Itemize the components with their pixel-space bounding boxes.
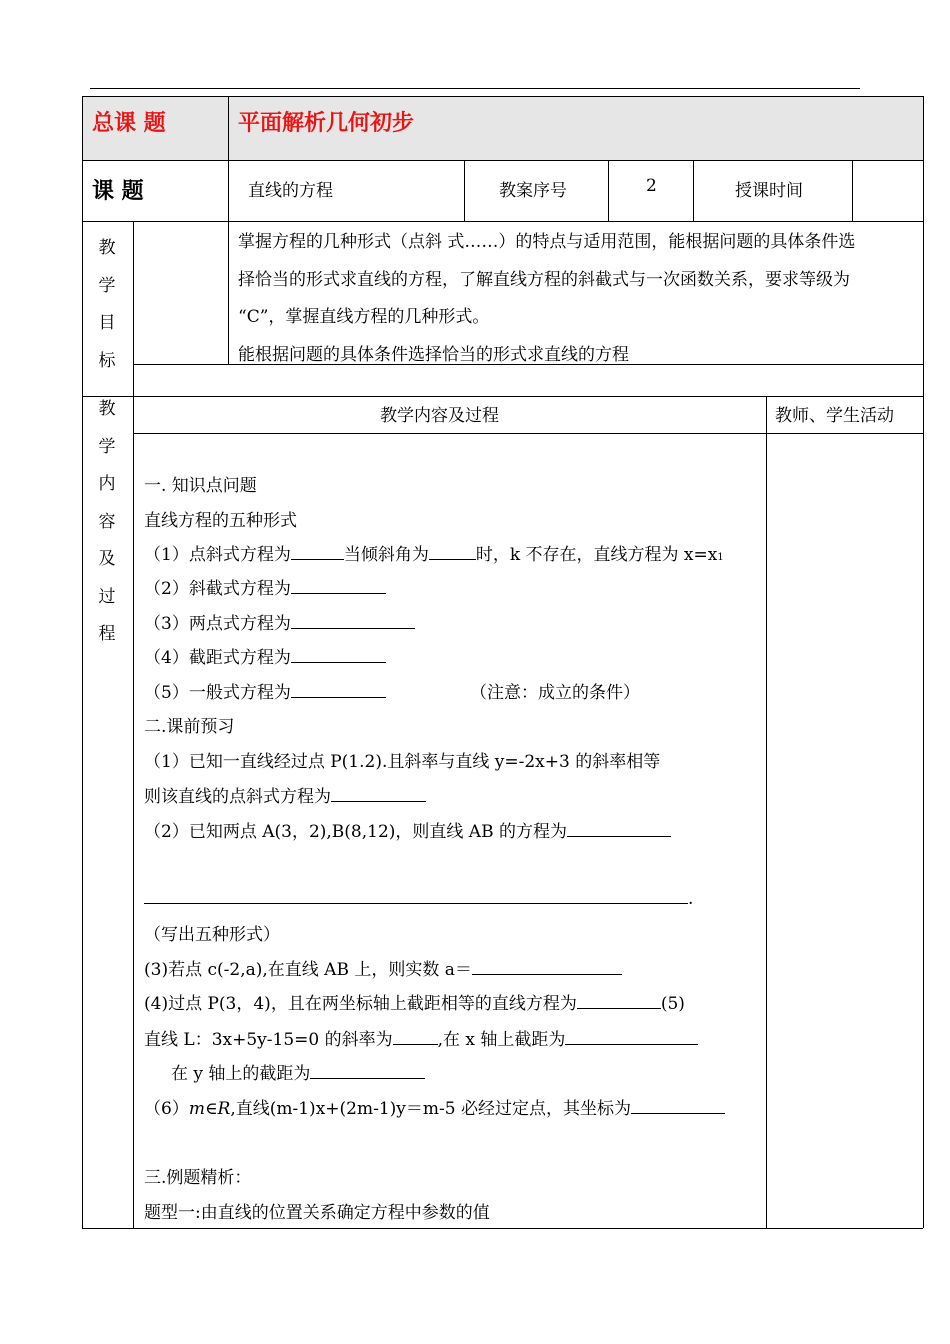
form-3-text: （3）两点式方程为	[144, 614, 291, 634]
form-line-2	[144, 574, 386, 599]
plan-number-value: 2	[646, 176, 657, 196]
process-label	[96, 391, 118, 654]
objectives-text	[238, 224, 855, 374]
table-border	[766, 396, 767, 1228]
form-1-text-b: 当倾斜角为	[343, 545, 429, 565]
objective-line: “C”，掌握直线方程的几种形式。	[238, 307, 490, 327]
header-rule	[90, 88, 860, 89]
preview-5-text-a: 直线 L：3x+5y-15=0 的斜率为	[144, 1030, 393, 1050]
table-border	[228, 96, 229, 364]
preview-3-text: (3)若点 c(-2,a),在直线 AB 上，则实数 a＝	[144, 960, 472, 980]
process-label-char: 过	[98, 586, 116, 607]
preview-1b-text: 则该直线的点斜式方程为	[144, 787, 331, 807]
process-label-char: 及	[98, 549, 116, 569]
title-row-background	[82, 96, 923, 160]
answer-blank	[291, 645, 386, 663]
answer-blank	[144, 886, 688, 904]
general-topic-value: 平面解析几何初步	[238, 110, 415, 136]
answer-blank	[429, 542, 476, 560]
objectives-label-char: 教	[98, 238, 116, 258]
table-border	[82, 1228, 923, 1229]
objective-line: 掌握方程的几种形式（点斜 式……）的特点与适用范围，能根据问题的具体条件选	[238, 232, 856, 252]
form-4-text: （4）截距式方程为	[144, 648, 291, 668]
preview-6-text-a: （6）m∈R	[144, 1099, 231, 1119]
answer-blank	[291, 576, 386, 594]
preview-6-text-b: ,直线(m-1)x+(2m-1)y＝m-5 必经过定点，其坐标为	[230, 1099, 631, 1119]
general-topic-label: 总课 题	[92, 110, 166, 136]
objectives-label-char: 学	[98, 275, 116, 296]
table-border	[82, 160, 923, 161]
section2-title: 二.课前预习	[144, 717, 235, 737]
preview-2	[144, 817, 671, 842]
answer-blank	[577, 991, 661, 1009]
answer-blank	[567, 819, 671, 837]
answer-blank	[331, 784, 426, 802]
preview-1b	[144, 782, 426, 807]
form-2-text: （2）斜截式方程为	[144, 579, 291, 599]
objectives-label	[96, 230, 118, 380]
section1-subtitle: 直线方程的五种形式	[144, 511, 297, 531]
section3-subtitle: 题型一:由直线的位置关系确定方程中参数的值	[144, 1203, 490, 1223]
process-label-char: 教	[98, 399, 116, 419]
form-line-5	[144, 678, 386, 703]
plan-number-label: 教案序号	[499, 181, 567, 201]
period: .	[688, 889, 694, 909]
table-border	[82, 221, 923, 222]
objective-line: 能根据问题的具体条件选择恰当的形式求直线的方程	[238, 344, 629, 365]
preview-4-text: (4)过点 P(3，4)，且在两坐标轴上截距相等的直线方程为	[144, 994, 577, 1014]
table-border	[693, 160, 694, 221]
preview-5-number: (5)	[660, 994, 685, 1014]
process-label-char: 内	[98, 474, 116, 494]
table-border	[133, 433, 923, 434]
table-border	[133, 221, 134, 1228]
answer-blank	[291, 611, 415, 629]
topic-label: 课 题	[92, 178, 144, 204]
m-in-r: m∈R	[188, 1099, 231, 1119]
subscript: 1	[717, 552, 724, 563]
preview-3	[144, 955, 622, 980]
section1-title: 一. 知识点问题	[144, 476, 257, 496]
answer-blank	[472, 957, 622, 975]
preview-4	[144, 989, 685, 1014]
answer-blank	[310, 1061, 425, 1079]
table-border	[852, 160, 853, 221]
preview-2-text: （2）已知两点 A(3，2),B(8,12)，则直线 AB 的方程为	[144, 822, 567, 842]
answer-blank	[631, 1096, 725, 1114]
table-border	[464, 160, 465, 221]
answer-blank	[393, 1027, 438, 1045]
topic-value: 直线的方程	[248, 181, 333, 201]
process-label-char: 学	[98, 436, 116, 457]
form-line-3	[144, 609, 415, 634]
objective-line: 择恰当的形式求直线的方程，了解直线方程的斜截式与一次函数关系，要求等级为	[238, 269, 850, 290]
activity-header: 教师、学生活动	[775, 406, 894, 426]
preview-2-note: （写出五种形式）	[144, 925, 280, 945]
preview-6	[144, 1094, 725, 1119]
form-line-1	[144, 540, 724, 565]
preview-5	[144, 1025, 698, 1050]
preview-1a: （1）已知一直线经过点 P(1.2).且斜率与直线 y=-2x+3 的斜率相等	[144, 752, 661, 772]
objectives-label-char: 目	[98, 313, 116, 333]
form-5-note: （注意：成立的条件）	[470, 683, 640, 703]
table-border	[82, 96, 83, 1228]
form-1-text-a: （1）点斜式方程为	[144, 545, 291, 565]
preview-5c	[171, 1059, 425, 1084]
table-border	[923, 96, 924, 1228]
form-line-4	[144, 643, 386, 668]
answer-blank	[291, 542, 344, 560]
process-label-char: 程	[98, 624, 116, 644]
form-5-text: （5）一般式方程为	[144, 683, 291, 703]
process-label-char: 容	[98, 511, 116, 532]
answer-blank	[565, 1027, 698, 1045]
table-border	[82, 96, 923, 97]
answer-blank	[291, 680, 386, 698]
preview-5-text-b: ,在 x 轴上截距为	[437, 1030, 566, 1050]
form-1-text-c: 时，k 不存在，直线方程为 x=x	[475, 545, 718, 565]
preview-5-text-c: 在 y 轴上的截距为	[171, 1064, 311, 1084]
content-header: 教学内容及过程	[380, 406, 499, 426]
section3-title: 三.例题精析：	[144, 1168, 252, 1188]
table-border	[82, 396, 923, 397]
preview-2-long-blank	[144, 886, 693, 909]
class-time-label: 授课时间	[735, 181, 803, 201]
table-border	[608, 160, 609, 221]
objectives-label-char: 标	[98, 350, 116, 371]
